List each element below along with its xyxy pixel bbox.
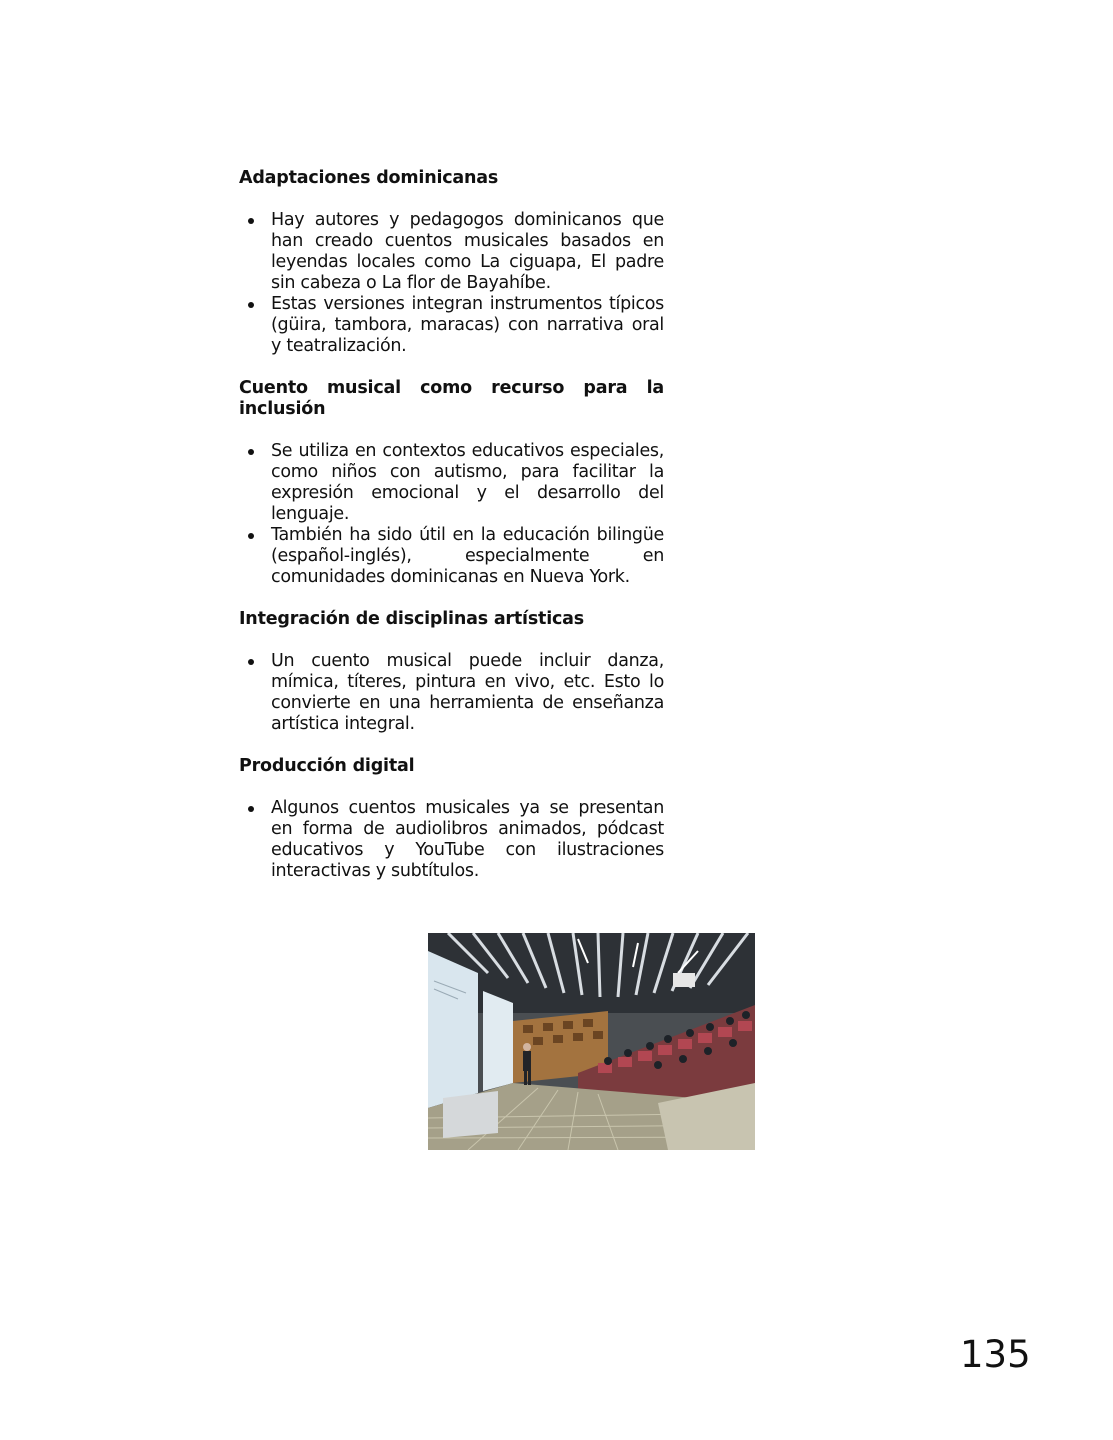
list-item-text: Estas versiones integran instrumentos típicos (güira, tambora, maracas) con narrativa oral y teatralización.	[271, 294, 664, 356]
bullet-list-adaptaciones	[239, 210, 664, 357]
list-item	[239, 210, 664, 294]
list-item	[239, 525, 664, 588]
bullet-dot-icon	[248, 533, 254, 539]
bullet-dot-icon	[248, 218, 254, 224]
lecture-hall-photo	[428, 933, 755, 1150]
list-item-text: También ha sido útil en la educación bilingüe (español-inglés), especialmente en comunidades dominicanas en Nueva York.	[271, 525, 664, 587]
list-item	[239, 441, 664, 525]
bullet-dot-icon	[248, 302, 254, 308]
page-number: 135	[960, 1333, 1031, 1376]
section-heading-integracion: Integración de disciplinas artísticas	[239, 609, 585, 629]
section-heading-adaptaciones: Adaptaciones dominicanas	[239, 168, 499, 188]
bullet-list-inclusion	[239, 441, 664, 588]
section-heading-inclusion: Cuento musical como recurso para la inclusión	[239, 378, 664, 419]
list-item-text: Hay autores y pedagogos dominicanos que han creado cuentos musicales basados en leyendas locales como La ciguapa, El padre sin cabeza o La flor de Bayahíbe.	[271, 210, 664, 293]
bullet-dot-icon	[248, 659, 254, 665]
bullet-dot-icon	[248, 806, 254, 812]
list-item	[239, 294, 664, 357]
bullet-dot-icon	[248, 449, 254, 455]
section-heading-produccion: Producción digital	[239, 756, 415, 776]
list-item	[239, 798, 664, 882]
list-item-text: Un cuento musical puede incluir danza, mímica, títeres, pintura en vivo, etc. Esto lo convierte en una herramienta de enseñanza artística integral.	[271, 651, 664, 734]
bullet-list-produccion	[239, 798, 664, 882]
bullet-list-integracion	[239, 651, 664, 735]
list-item-text: Se utiliza en contextos educativos especiales, como niños con autismo, para facilitar la expresión emocional y el desarrollo del lenguaje.	[271, 441, 664, 524]
list-item	[239, 651, 664, 735]
document-body	[239, 168, 664, 903]
list-item-text: Algunos cuentos musicales ya se presentan en forma de audiolibros animados, pódcast educativos y YouTube con ilustraciones interactivas y subtítulos.	[271, 798, 664, 881]
